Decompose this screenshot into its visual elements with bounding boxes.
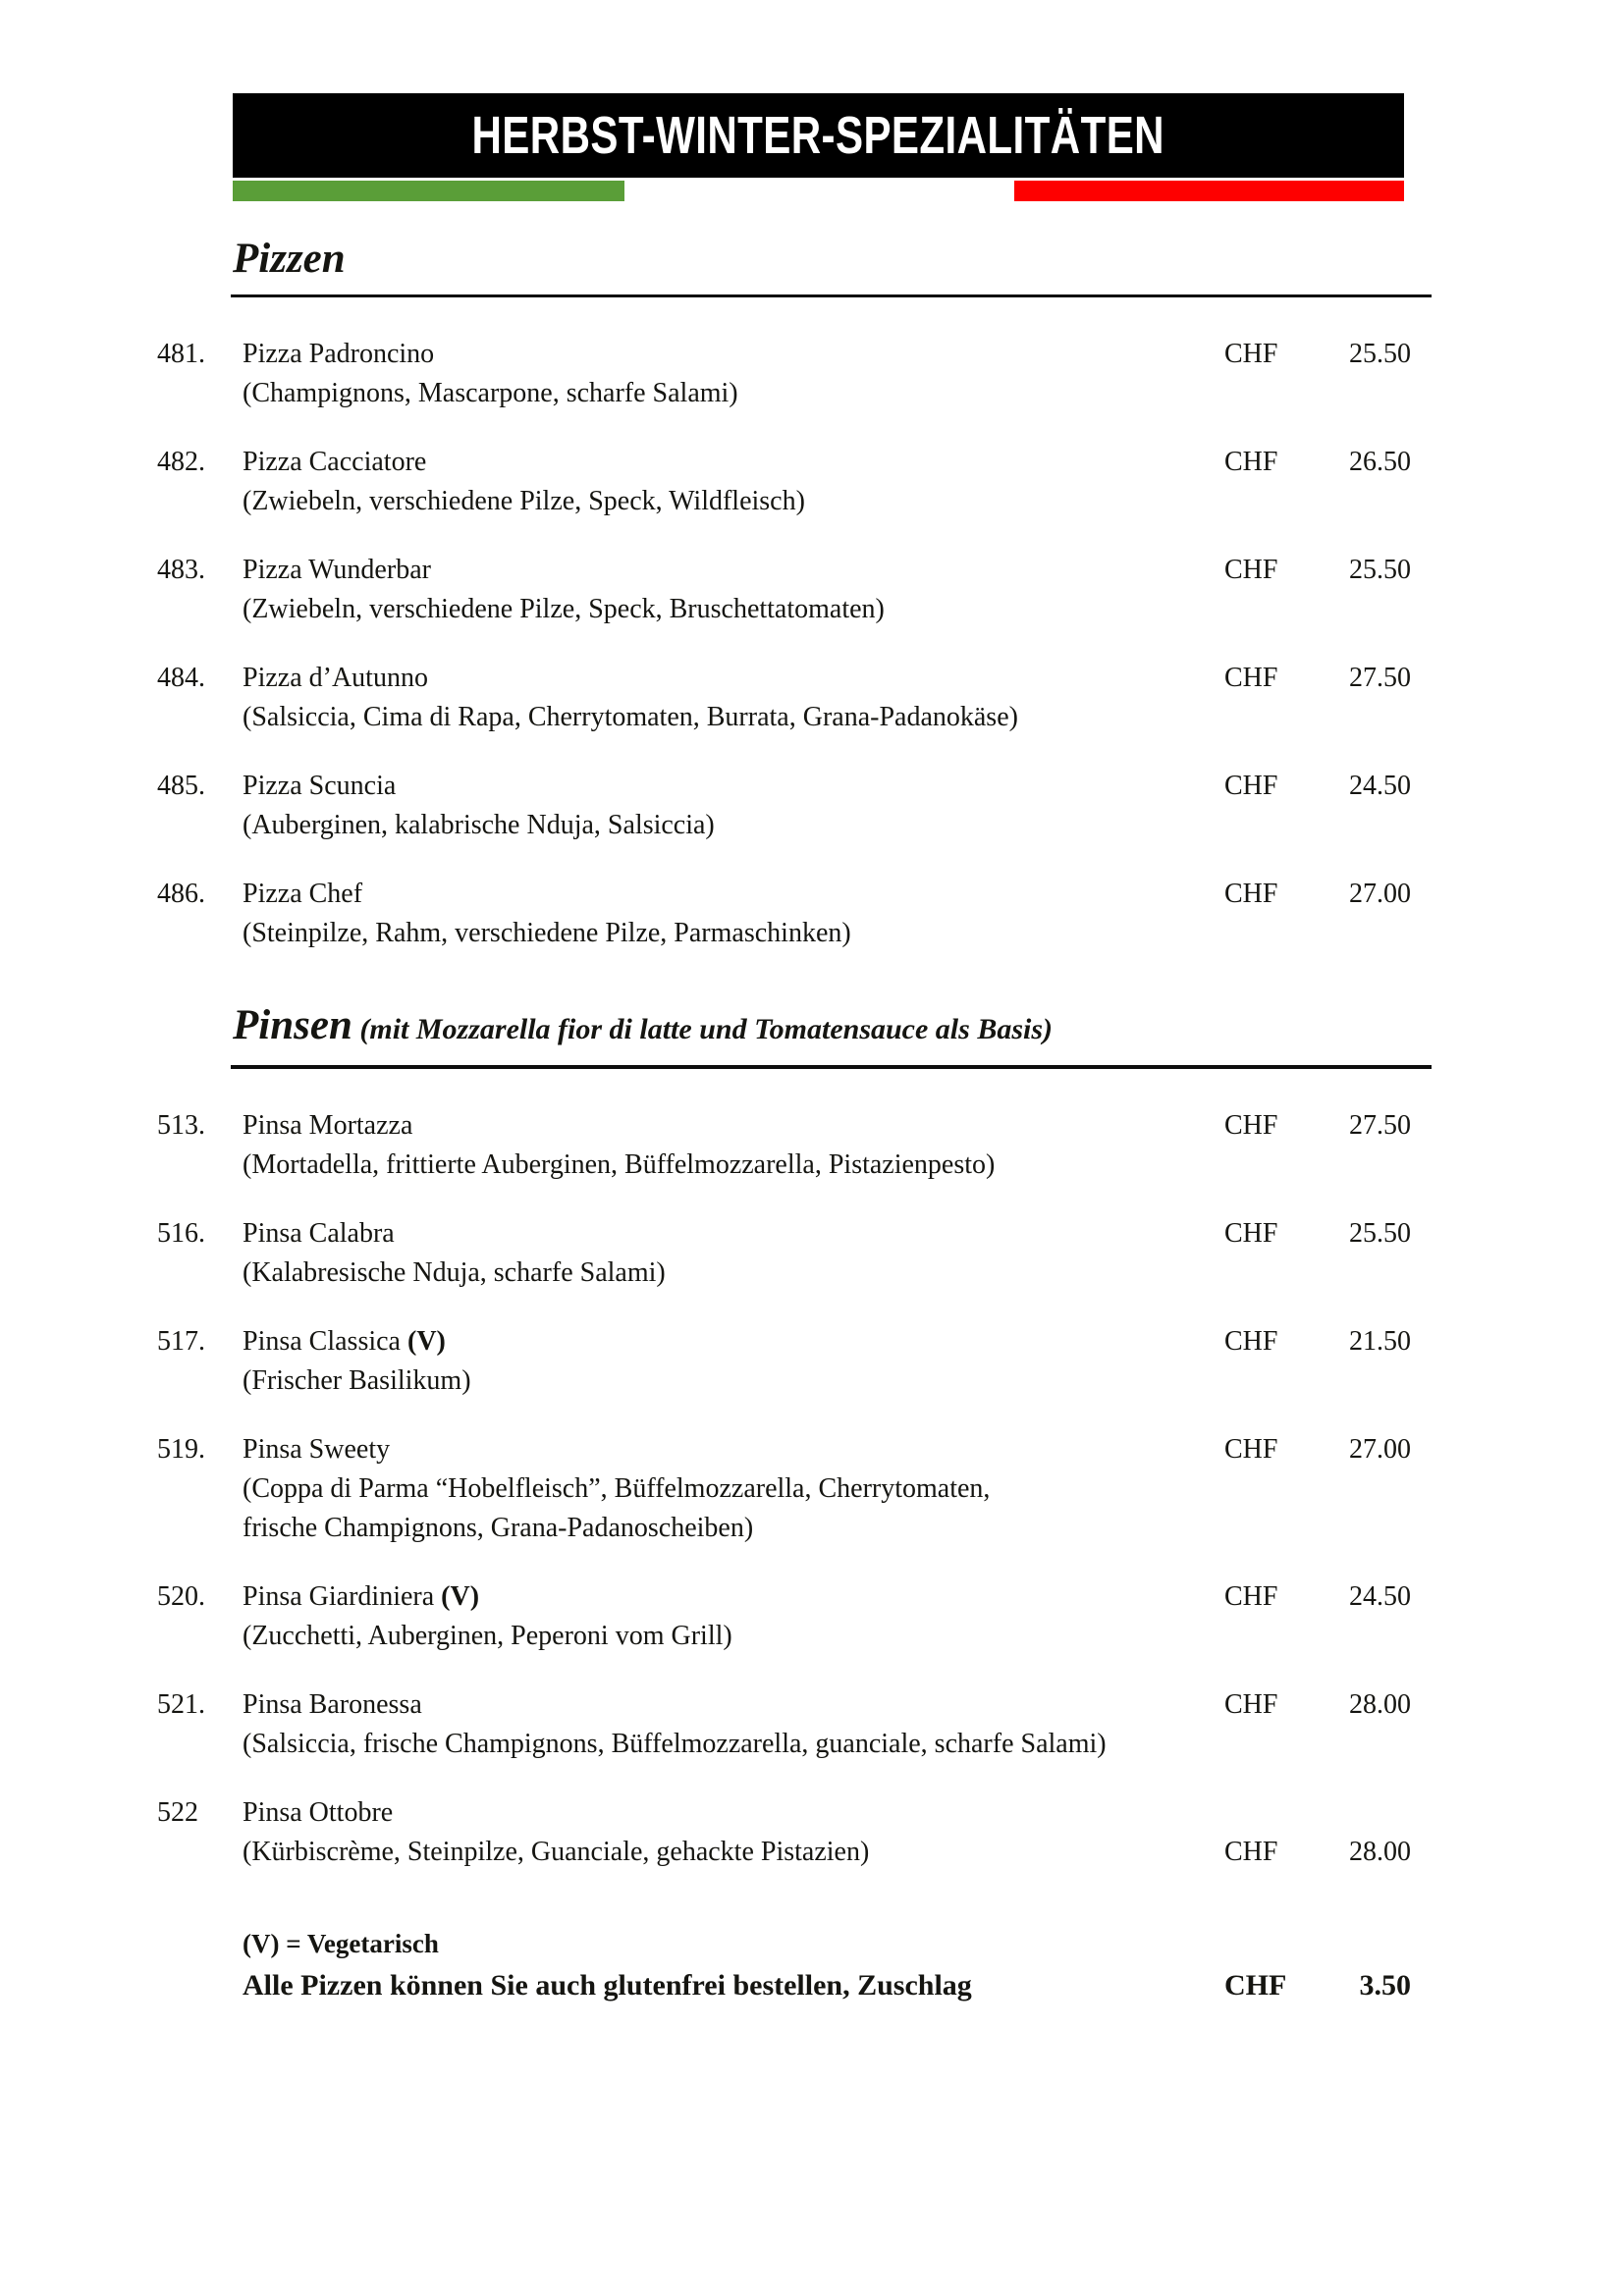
item-currency: CHF [1224,1434,1278,1465]
footer [157,1923,1432,2007]
item-number: 483. [157,555,205,585]
item-name-text: Pinsa Ottobre [243,1797,394,1828]
item-description [243,806,1224,845]
item-price: 24.50 [1349,1581,1411,1612]
item-name-row [157,1577,1432,1617]
menu-item [157,659,1432,737]
item-name-text: Pizza Wunderbar [243,555,431,585]
item-number: 522 [157,1797,198,1828]
section-title: Pinsen [233,1002,352,1048]
item-name [243,335,1224,374]
item-price-secondary [1288,806,1411,845]
item-currency-secondary [1224,590,1288,629]
menu-item [157,875,1432,953]
item-description [243,482,1224,521]
item-description [243,1469,1224,1548]
item-number: 486. [157,879,205,909]
item-currency-secondary [1224,1254,1288,1293]
veg-legend: (V) = Vegetarisch [243,1929,439,1958]
gluten-note: Alle Pizzen können Sie auch glutenfrei bestellen, Zuschlag [243,1969,972,2002]
menu-content [157,234,1432,2007]
item-currency: CHF [1224,447,1278,477]
item-number-spacer [157,1254,243,1293]
item-description [243,374,1224,413]
item-name [243,767,1224,806]
item-currency-secondary [1224,1725,1288,1764]
item-name-text: Pinsa Calabra [243,1218,395,1249]
item-name-row [157,1430,1432,1469]
item-name-row [157,767,1432,806]
item-price-secondary [1288,914,1411,953]
item-price: 24.50 [1349,771,1411,801]
item-currency: CHF [1224,1689,1278,1720]
item-number-spacer [157,1833,243,1872]
item-name [243,875,1224,914]
item-name-row [157,1793,1432,1833]
item-currency-secondary [1224,1146,1288,1185]
item-price-secondary [1288,1254,1411,1293]
item-name-row [157,551,1432,590]
item-description-line: (Zwiebeln, verschiedene Pilze, Speck, Wildfleisch) [243,486,805,516]
item-description [243,1725,1224,1764]
item-description-row [157,1362,1432,1401]
item-price-secondary [1288,698,1411,737]
item-name [243,1685,1224,1725]
item-currency-secondary [1224,1469,1288,1548]
sections-root [157,234,1432,1872]
item-number-spacer [157,806,243,845]
item-description-line: (Steinpilze, Rahm, verschiedene Pilze, Parmaschinken) [243,918,851,948]
item-number: 484. [157,663,205,693]
menu-item [157,1577,1432,1656]
item-number: 482. [157,447,205,477]
item-description-row [157,806,1432,845]
item-description-line: (Zwiebeln, verschiedene Pilze, Speck, Bruschettatomaten) [243,594,885,624]
gluten-note-row [157,1964,1432,2007]
section-items [157,1106,1432,1872]
item-price: 25.50 [1349,339,1411,369]
item-number-spacer [157,590,243,629]
item-description-row [157,482,1432,521]
item-currency-secondary [1224,1617,1288,1656]
item-name-text: Pinsa Giardiniera [243,1581,435,1612]
item-description-row [157,914,1432,953]
item-price: 25.50 [1349,1218,1411,1249]
gluten-currency: CHF [1224,1969,1287,2002]
menu-item [157,335,1432,413]
section-rule [231,1065,1432,1069]
item-name-text: Pinsa Classica [243,1326,401,1357]
item-description-line: (Kalabresische Nduja, scharfe Salami) [243,1257,666,1288]
item-price-secondary [1288,1362,1411,1401]
item-currency: CHF [1224,663,1278,693]
item-description-line: (Frischer Basilikum) [243,1365,471,1396]
item-name [243,1106,1224,1146]
flag-bar-green [233,181,624,201]
item-number: 519. [157,1434,205,1465]
item-name [243,1430,1224,1469]
item-description-line: (Kürbiscrème, Steinpilze, Guanciale, gehackte Pistazien) [243,1837,870,1867]
item-price: 25.50 [1349,555,1411,585]
item-name-text: Pizza Padroncino [243,339,435,369]
item-veg-mark: (V) [401,1326,446,1357]
item-name-row [157,335,1432,374]
item-price-secondary [1288,1146,1411,1185]
section-subtitle: (mit Mozzarella fior di latte und Tomatensauce als Basis) [352,1013,1054,1045]
item-name [243,1214,1224,1254]
item-price-secondary [1288,374,1411,413]
item-name-text: Pizza Cacciatore [243,447,427,477]
item-name [243,659,1224,698]
item-currency-secondary [1224,914,1288,953]
item-price: 26.50 [1349,447,1411,477]
item-name-row [157,659,1432,698]
item-name-row [157,1685,1432,1725]
item-description [243,698,1224,737]
item-description-row [157,1833,1432,1872]
item-price: 27.50 [1349,663,1411,693]
gluten-price: 3.50 [1359,1969,1411,2002]
item-number: 521. [157,1689,205,1720]
section-title: Pizzen [233,236,346,282]
item-description-line: (Coppa di Parma “Hobelfleisch”, Büffelmozzarella, Cherrytomaten, [243,1473,991,1504]
flag-bar-red [1014,181,1404,201]
item-name-row [157,875,1432,914]
item-currency-secondary [1224,374,1288,413]
item-description [243,914,1224,953]
item-price: 21.50 [1349,1326,1411,1357]
menu-item [157,1322,1432,1401]
item-currency: CHF [1224,339,1278,369]
item-currency: CHF [1224,555,1278,585]
item-description-line: frische Champignons, Grana-Padanoscheiben) [243,1513,754,1543]
item-number: 520. [157,1581,205,1612]
item-number-spacer [157,698,243,737]
item-description-line: (Zucchetti, Auberginen, Peperoni vom Grill) [243,1621,732,1651]
item-description [243,1362,1224,1401]
item-currency-secondary [1224,698,1288,737]
item-number-spacer [157,374,243,413]
item-description [243,1146,1224,1185]
item-price-secondary [1288,1617,1411,1656]
section-rule [231,294,1432,297]
item-number-spacer [157,1362,243,1401]
header-banner [233,93,1404,178]
item-price-secondary [1288,1725,1411,1764]
item-description-line: (Auberginen, kalabrische Nduja, Salsiccia) [243,810,715,840]
item-price-secondary [1288,1469,1411,1548]
item-name-text: Pizza d’Autunno [243,663,428,693]
item-description-row [157,698,1432,737]
item-number-spacer [157,482,243,521]
section-pinsen [157,1000,1432,1872]
menu-item [157,1685,1432,1764]
item-currency: CHF [1224,1326,1278,1357]
item-number-spacer [157,1469,243,1548]
item-number: 517. [157,1326,205,1357]
item-description-row [157,1725,1432,1764]
section-heading [233,234,1432,285]
item-currency-secondary [1224,806,1288,845]
banner-title: HERBST-WINTER-SPEZIALITÄTEN [471,106,1165,165]
item-price-secondary [1288,482,1411,521]
item-number-spacer [157,1146,243,1185]
item-description [243,1833,1224,1872]
menu-item [157,1214,1432,1293]
item-name-row [157,1214,1432,1254]
item-currency [1224,1793,1288,1833]
item-description [243,590,1224,629]
item-price: 27.00 [1349,1434,1411,1465]
item-name-text: Pizza Chef [243,879,363,909]
item-name [243,443,1224,482]
item-price-secondary: 28.00 [1349,1837,1411,1867]
item-name-row [157,1106,1432,1146]
item-number-spacer [157,914,243,953]
item-description [243,1617,1224,1656]
item-name-text: Pinsa Mortazza [243,1110,413,1141]
item-currency: CHF [1224,879,1278,909]
item-description [243,1254,1224,1293]
item-number-spacer [157,1617,243,1656]
item-number: 481. [157,339,205,369]
menu-item [157,1793,1432,1872]
item-name [243,1577,1224,1617]
item-price-secondary [1288,590,1411,629]
item-number: 513. [157,1110,205,1141]
item-currency-secondary: CHF [1224,1837,1278,1867]
item-veg-mark: (V) [434,1581,480,1612]
item-number: 485. [157,771,205,801]
item-description-line: (Salsiccia, Cima di Rapa, Cherrytomaten, Burrata, Grana-Padanokäse) [243,702,1018,732]
item-name-text: Pinsa Baronessa [243,1689,422,1720]
item-price: 27.00 [1349,879,1411,909]
item-currency: CHF [1224,1218,1278,1249]
item-currency-secondary [1224,1362,1288,1401]
menu-item [157,1430,1432,1548]
item-name [243,551,1224,590]
menu-item [157,443,1432,521]
item-description-line: (Mortadella, frittierte Auberginen, Büffelmozzarella, Pistazienpesto) [243,1149,996,1180]
item-price: 27.50 [1349,1110,1411,1141]
item-description-line: (Champignons, Mascarpone, scharfe Salami) [243,378,738,408]
item-name [243,1793,1224,1833]
menu-item [157,1106,1432,1185]
item-name-row [157,443,1432,482]
item-name [243,1322,1224,1362]
item-currency: CHF [1224,1110,1278,1141]
menu-item [157,767,1432,845]
item-number-spacer [157,1725,243,1764]
menu-item [157,551,1432,629]
item-number: 516. [157,1218,205,1249]
section-items [157,335,1432,953]
item-description-row [157,1469,1432,1548]
section-heading [233,1000,1432,1055]
item-name-text: Pizza Scuncia [243,771,397,801]
item-price [1288,1793,1411,1833]
item-description-row [157,374,1432,413]
item-price: 28.00 [1349,1689,1411,1720]
item-description-row [157,1254,1432,1293]
item-description-row [157,1617,1432,1656]
item-currency: CHF [1224,1581,1278,1612]
item-name-row [157,1322,1432,1362]
section-pizzen [157,234,1432,953]
item-description-row [157,590,1432,629]
item-currency: CHF [1224,771,1278,801]
item-description-row [157,1146,1432,1185]
item-name-text: Pinsa Sweety [243,1434,391,1465]
item-description-line: (Salsiccia, frische Champignons, Büffelmozzarella, guanciale, scharfe Salami) [243,1729,1107,1759]
footer-number-spacer [157,1964,243,2007]
item-currency-secondary [1224,482,1288,521]
